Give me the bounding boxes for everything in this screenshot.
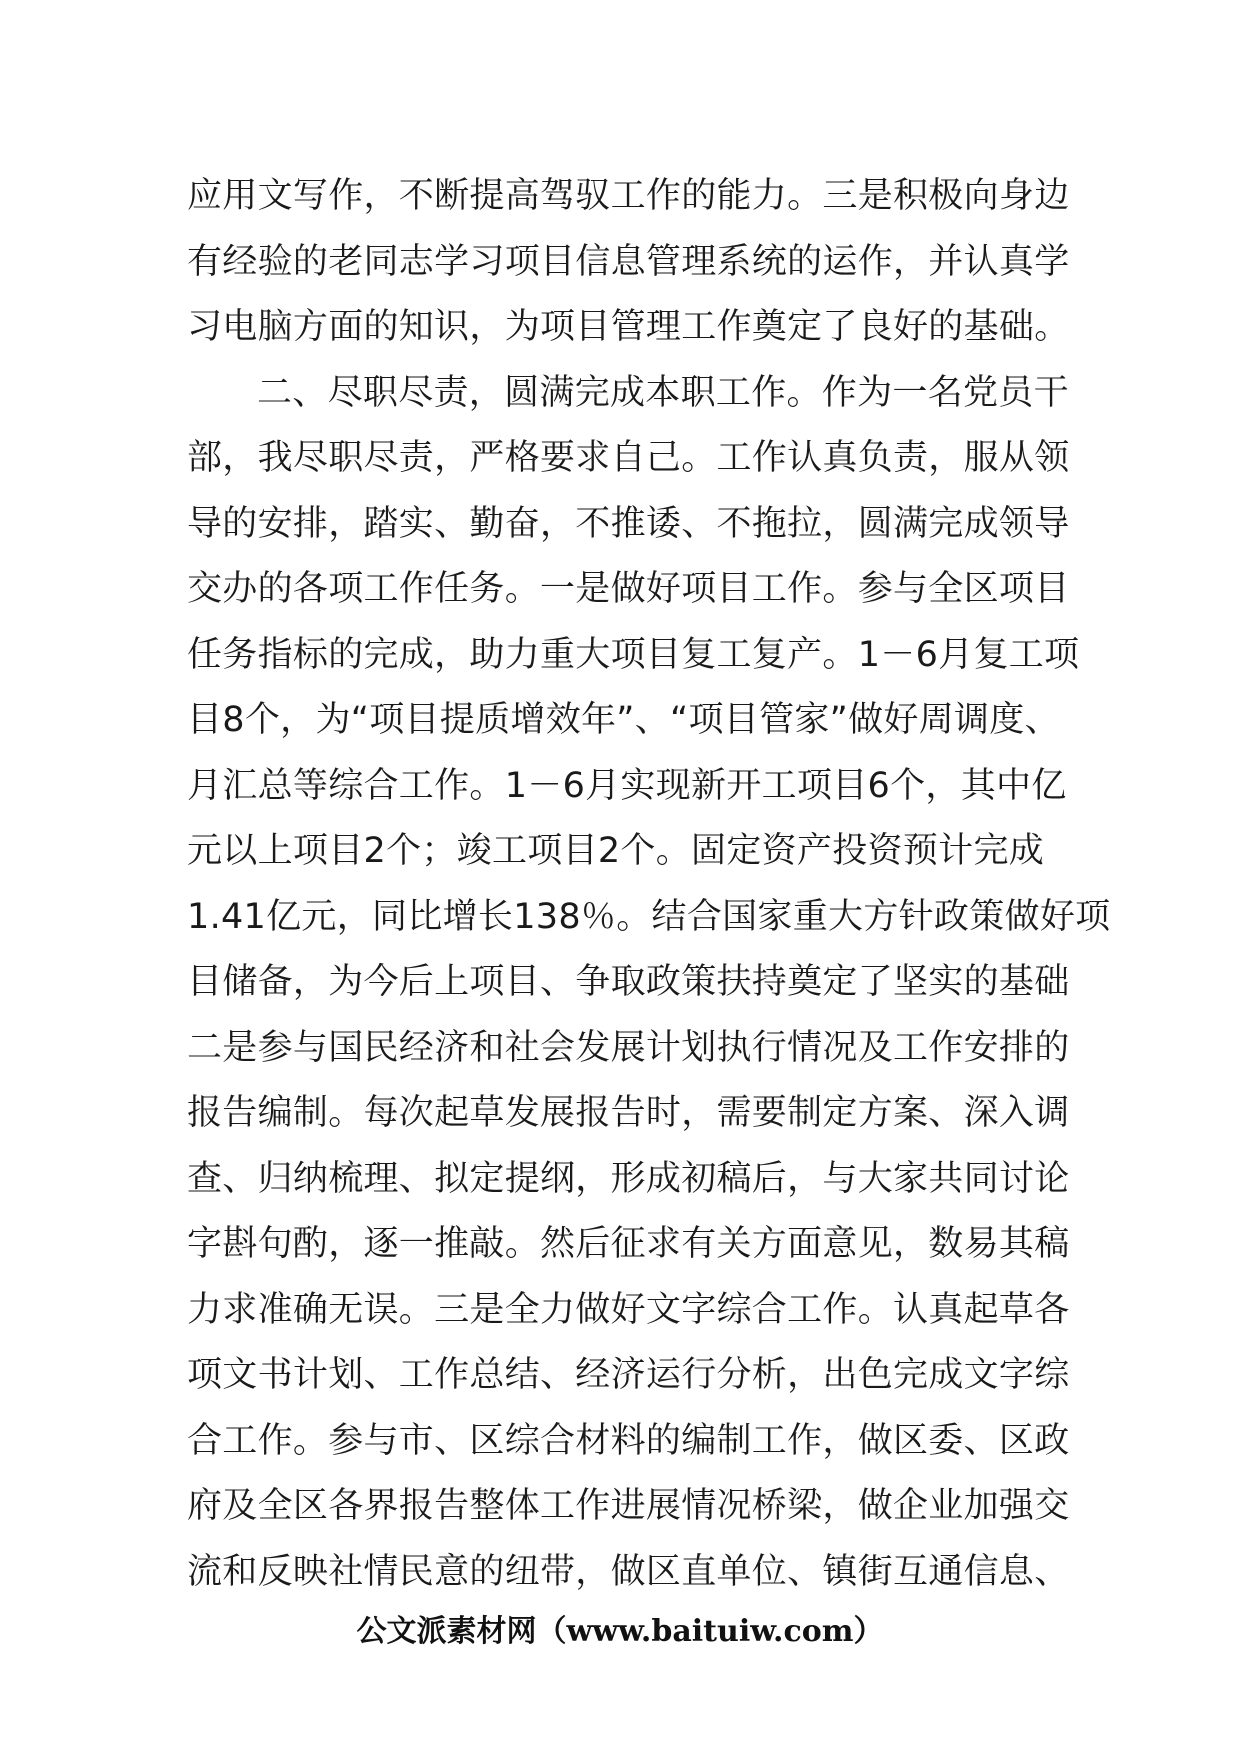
text-line: 1.41亿元，同比增长138％。结合国家重大方针政策做好项 — [187, 896, 1111, 937]
text-line: 报告编制。每次起草发展报告时，需要制定方案、深入调 — [187, 1093, 1070, 1133]
text-line: 查、归纳梳理、拟定提纲，形成初稿后，与大家共同讨论 — [187, 1158, 1070, 1199]
text-line: 二是参与国民经济和社会发展计划执行情况及工作安排的 — [187, 1027, 1070, 1068]
text-line: 元以上项目2个；竣工项目2个。固定资产投资预计完成 — [187, 831, 1045, 871]
text-line: 府及全区各界报告整体工作进展情况桥梁，做企业加强交 — [187, 1486, 1070, 1526]
text-line: 习电脑方面的知识，为项目管理工作奠定了良好的基础。 — [187, 307, 1070, 347]
text-line: 任务指标的完成，助力重大项目复工复产。1－6月复工项 — [187, 634, 1080, 675]
text-line: 导的安排，踏实、勤奋，不推诿、不拖拉，圆满完成领导 — [187, 503, 1070, 544]
document-body — [187, 164, 1111, 1605]
text-line: 有经验的老同志学习项目信息管理系统的运作，并认真学 — [187, 241, 1070, 282]
text-line: 交办的各项工作任务。一是做好项目工作。参与全区项目 — [187, 569, 1070, 609]
text-line: 目储备，为今后上项目、争取政策扶持奠定了坚实的基础 — [187, 962, 1070, 1002]
page-footer: 公文派素材网（www.baituiw.com） — [356, 1614, 884, 1649]
text-line: 部，我尽职尽责，严格要求自己。工作认真负责，服从领 — [187, 438, 1070, 478]
text-line: 项文书计划、工作总结、经济运行分析，出色完成文字综 — [187, 1355, 1070, 1395]
text-line: 合工作。参与市、区综合材料的编制工作，做区委、区政 — [187, 1420, 1070, 1461]
text-line: 应用文写作，不断提高驾驭工作的能力。三是积极向身边 — [187, 176, 1070, 216]
text-line: 目8个，为“项目提质增效年”、“项目管家”做好周调度、 — [187, 700, 1060, 740]
section-heading-line: 二、尽职尽责，圆满完成本职工作。作为一名党员干 — [257, 372, 1069, 413]
text-line: 月汇总等综合工作。1－6月实现新开工项目6个，其中亿 — [187, 765, 1067, 806]
text-line: 力求准确无误。三是全力做好文字综合工作。认真起草各 — [187, 1289, 1070, 1330]
text-line: 流和反映社情民意的纽带，做区直单位、镇街互通信息、 — [187, 1551, 1070, 1592]
text-line: 字斟句酌，逐一推敲。然后征求有关方面意见，数易其稿 — [187, 1224, 1070, 1264]
